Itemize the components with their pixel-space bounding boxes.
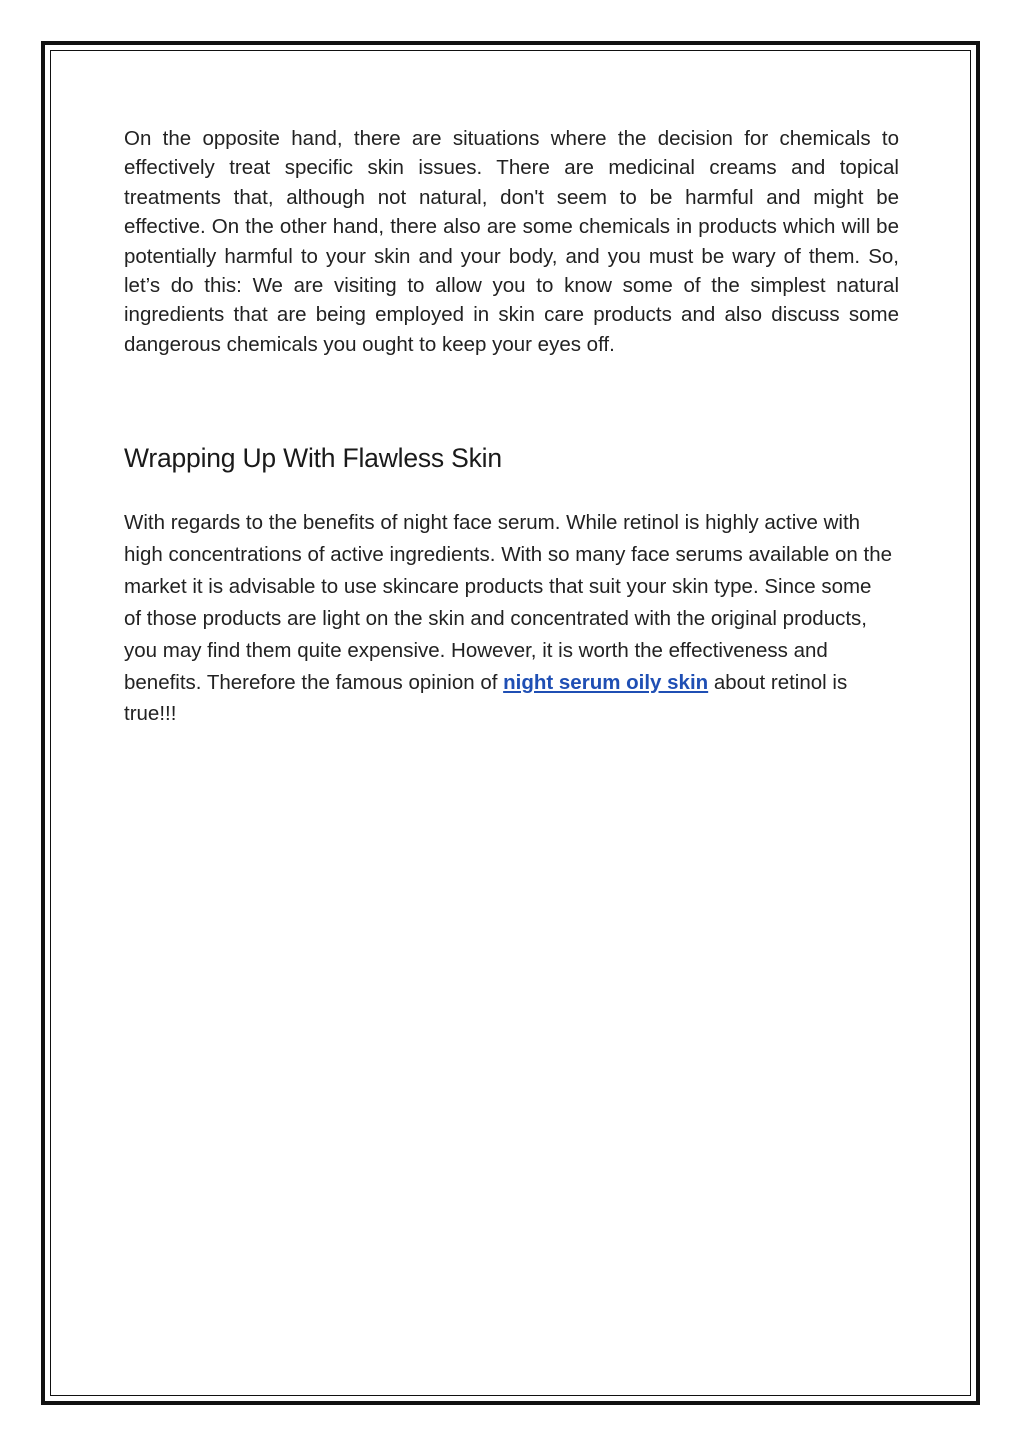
document-content	[124, 124, 899, 726]
conclusion-text-after-link: about retinol is true!!!	[124, 670, 848, 726]
section-heading: Wrapping Up With Flawless Skin	[124, 443, 502, 473]
conclusion-paragraph	[124, 507, 894, 730]
night-serum-oily-skin-link[interactable]: night serum oily skin	[503, 670, 709, 694]
intro-paragraph: On the opposite hand, there are situations where the decision for chemicals to effectively treat specific skin issues. There are medicinal creams and topical treatments that, although not natural, don't seem to be harmful and might be effective. On the other hand, there also are some chemicals in products which will be potentially harmful to your skin and your body, and you must be wary of them. So, let’s do this: We are visiting to allow you to know some of the simplest natural ingredients that are being employed in skin care products and also discuss some dangerous chemicals you ought to keep your eyes off.	[124, 127, 899, 356]
conclusion-text-before-link: With regards to the benefits of night face serum. While retinol is highly active with high concentrations of active ingredients. With so many face serums available on the market it is advisable to use skincare products that suit your skin type. Since some of those products are light on the skin and concentrated with the original products, you may find them quite expensive. However, it is worth the effectiveness and benefits. Therefore the famous opinion of	[124, 511, 893, 694]
